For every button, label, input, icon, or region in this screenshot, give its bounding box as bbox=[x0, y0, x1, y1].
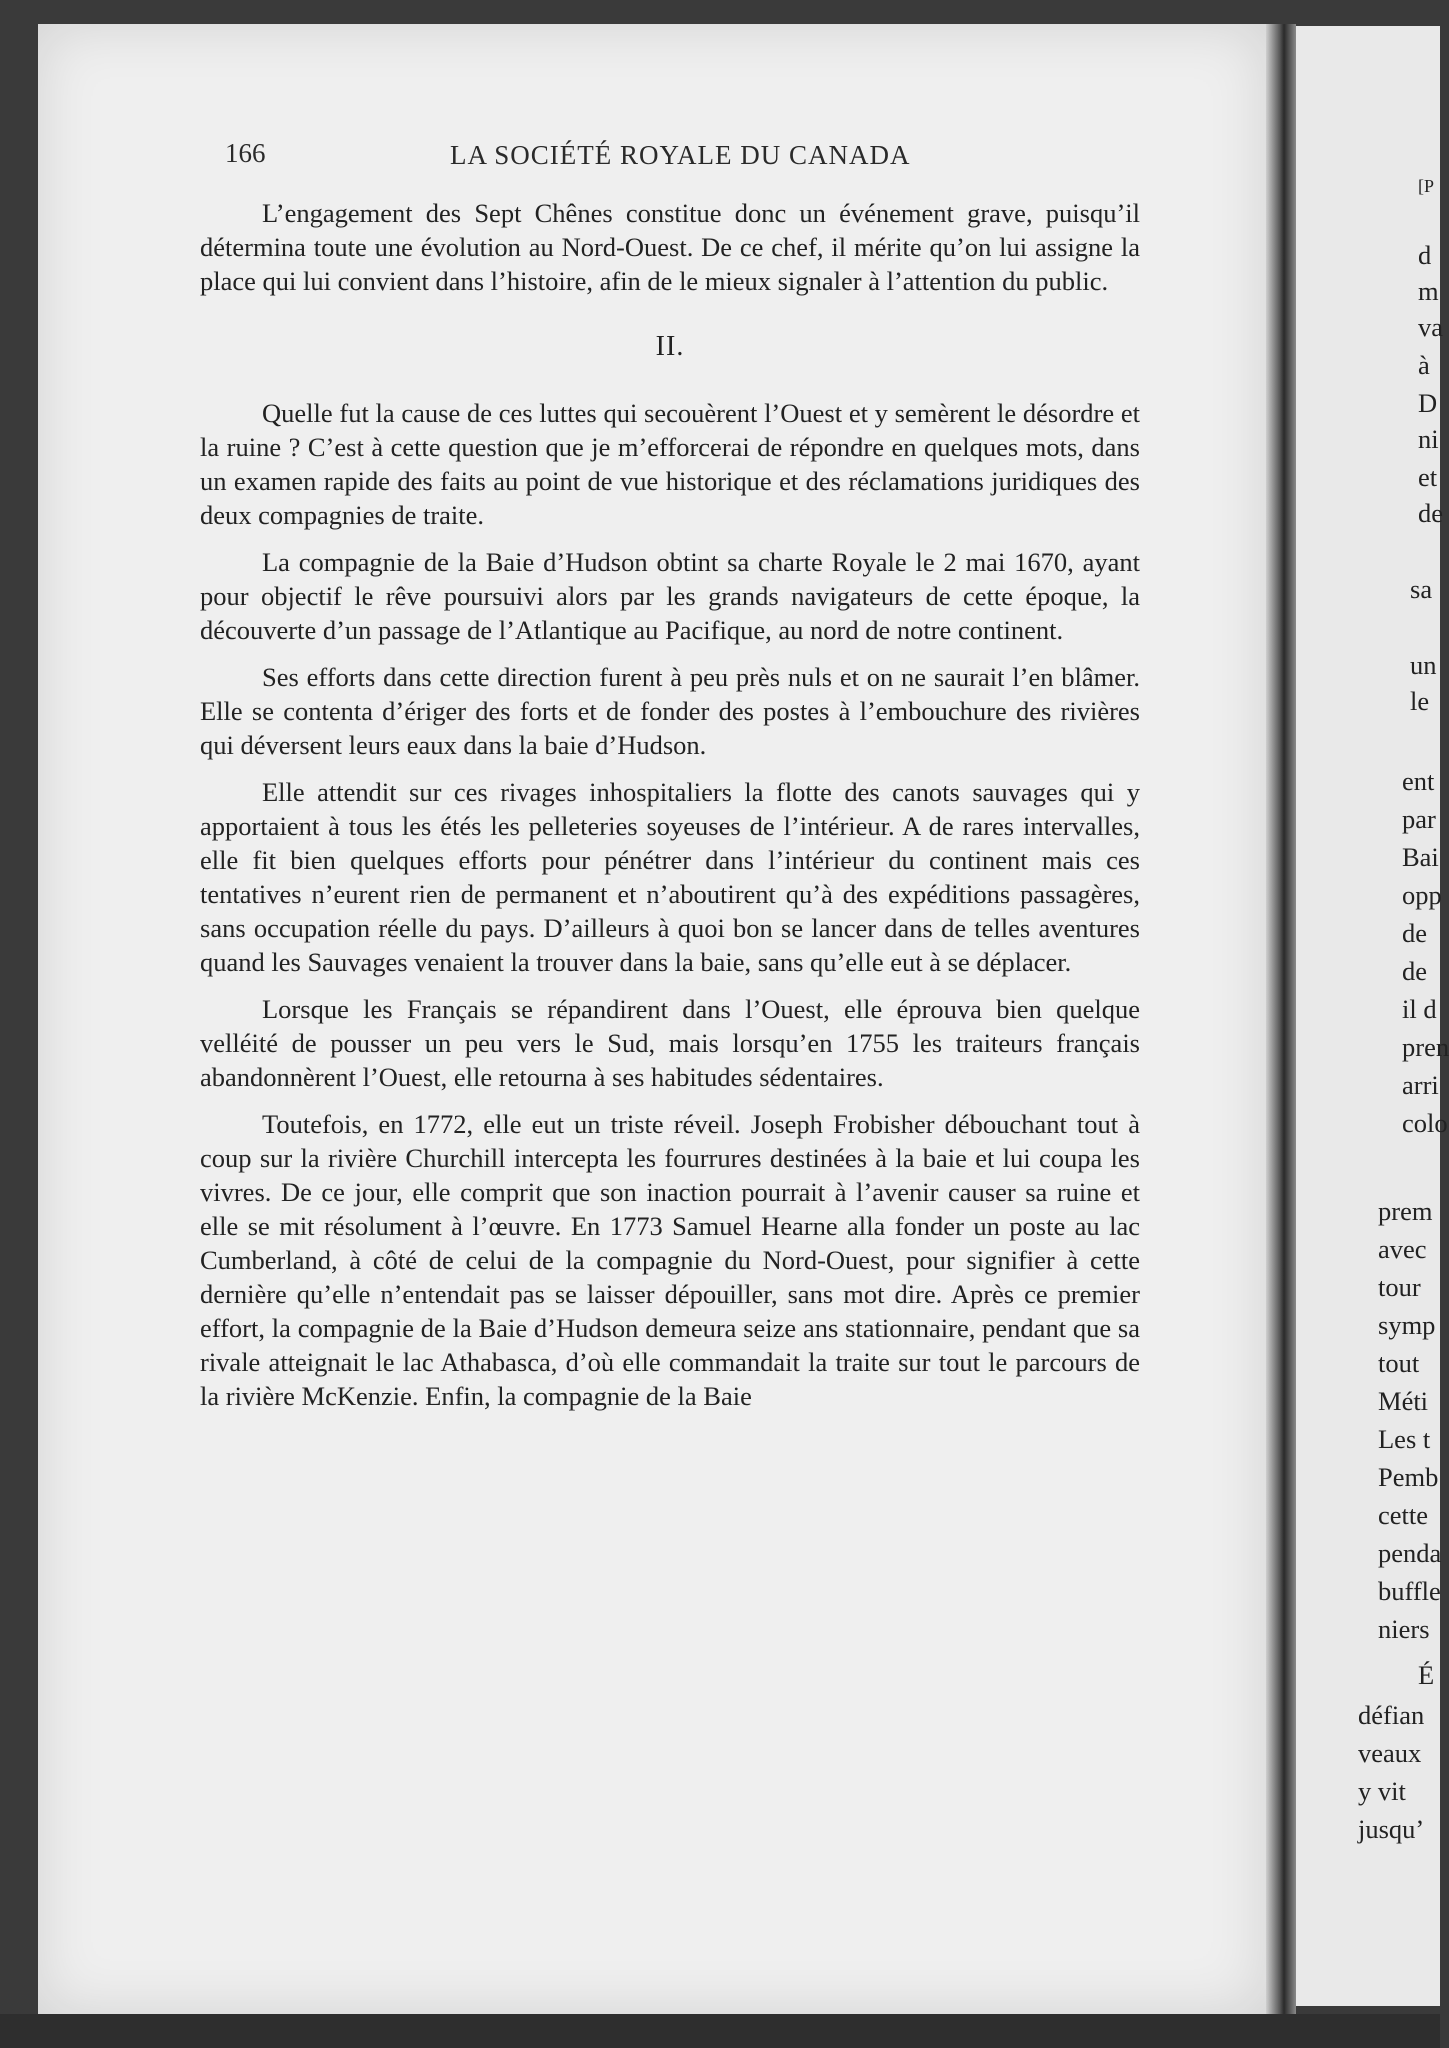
right-page-line-fragment: par bbox=[1402, 804, 1436, 834]
right-page-line-fragment: Les t bbox=[1378, 1424, 1431, 1454]
right-page-line-fragment: niers bbox=[1378, 1614, 1430, 1644]
right-page-line-fragment: le bbox=[1410, 686, 1430, 716]
right-page-line-fragment: tout bbox=[1378, 1348, 1420, 1378]
right-page-line-fragment: cette bbox=[1378, 1500, 1429, 1530]
right-page-line-fragment: ni bbox=[1418, 424, 1439, 454]
right-page-line-fragment: [P bbox=[1418, 176, 1435, 196]
right-page-line-fragment: tour bbox=[1378, 1272, 1421, 1302]
right-page-line-fragment: de bbox=[1402, 956, 1428, 986]
paragraph: Toutefois, en 1772, elle eut un triste réveil. Joseph Frobisher débouchant tout à coup sur la rivière Churchill intercepta les fourrures destinées à la baie et lui coupa les vivres. De ce jour, elle comprit que son inaction pourrait à l’avenir causer sa ruine et elle se mit résolument à l’œuvre. En 1773 Samuel Hearne alla fonder un poste au lac Cumberland, à côté de celui de la compagnie du Nord-Ouest, pour signifier à cette dernière qu’elle n’entendait pas se laisser dépouiller, sans mot dire. Après ce premier effort, la compagnie de la Baie d’Hudson demeura seize ans stationnaire, pendant que sa rivale atteignait le lac Athabasca, d’où elle commandait la traite sur tout le parcours de la rivière McKenzie. Enfin, la compagnie de la Baie bbox=[200, 1109, 1140, 1411]
right-page-line-fragment: un bbox=[1410, 650, 1437, 680]
paragraph: Lorsque les Français se répandirent dans l’Ouest, elle éprouva bien quelque velléité de pousser un peu vers le Sud, mais lorsqu’en 1755 les traiteurs français abandonnèrent l’Ouest, elle retourna à ses habitudes sédentaires. bbox=[200, 994, 1140, 1092]
right-page-line-fragment: Bai bbox=[1402, 842, 1439, 872]
body-text bbox=[200, 196, 1140, 1426]
right-page-line-fragment: Pemb bbox=[1378, 1462, 1439, 1492]
right-page-line-fragment: sa bbox=[1410, 574, 1433, 604]
book-gutter bbox=[1266, 24, 1296, 2014]
right-page-line-fragment: penda bbox=[1378, 1538, 1442, 1568]
right-page-line-fragment: buffle bbox=[1378, 1576, 1441, 1606]
right-page-line-fragment: va bbox=[1418, 312, 1444, 342]
paragraph: Elle attendit sur ces rivages inhospitaliers la flotte des canots sauvages qui y apportaient à tous les étés les pelleteries soyeuses de l’intérieur. A de rares intervalles, elle fit bien quelques efforts pour pénétrer dans l’intérieur du continent mais ces tentatives n’eurent rien de permanent et n’aboutirent qu’à des expéditions passagères, sans occupation réelle du pays. D’ailleurs à quoi bon se lancer dans de telles aventures quand les Sauvages venaient la trouver dans la baie, sans qu’elle eut à se déplacer. bbox=[200, 777, 1140, 977]
right-page-line-fragment: É bbox=[1418, 1660, 1435, 1690]
page-header bbox=[225, 138, 1135, 174]
section-number: II. bbox=[655, 331, 685, 362]
paragraph: L’engagement des Sept Chênes constitue donc un événement grave, puisqu’il détermina toute une évolution au Nord-Ouest. De ce chef, il mérite qu’on lui assigne la place qui lui convient dans l’histoire, afin de le mieux signaler à l’attention du public. bbox=[200, 198, 1140, 296]
right-page-line-fragment: il d bbox=[1402, 994, 1437, 1024]
scan-bottom-edge bbox=[0, 2014, 1440, 2048]
paragraph: La compagnie de la Baie d’Hudson obtint sa charte Royale le 2 mai 1670, ayant pour objectif le rêve poursuivi alors par les grands navigateurs de cette époque, la découverte d’un passage de l’Atlantique au Pacifique, au nord de notre continent. bbox=[200, 547, 1140, 645]
right-page-line-fragment: y vit bbox=[1358, 1776, 1406, 1806]
right-page-line-fragment: veaux bbox=[1358, 1738, 1422, 1768]
right-page-line-fragment: D bbox=[1418, 388, 1438, 418]
page-number: 166 bbox=[225, 138, 266, 168]
right-page-line-fragment: opp bbox=[1402, 880, 1442, 910]
right-page-line-fragment: m bbox=[1418, 276, 1439, 306]
paragraph: Ses efforts dans cette direction furent à peu près nuls et on ne saurait l’en blâmer. Elle se contenta d’ériger des forts et de fonder des postes à l’embouchure des rivières qui déversent leurs eaux dans la baie d’Hudson. bbox=[200, 662, 1140, 760]
paragraph: Quelle fut la cause de ces luttes qui secouèrent l’Ouest et y semèrent le désordre et la ruine ? C’est à cette question que je m’efforcerai de répondre en quelques mots, dans un examen rapide des faits au point de vue historique et des réclamations juridiques des deux compagnies de traite. bbox=[200, 398, 1140, 530]
right-page-line-fragment: à bbox=[1418, 350, 1430, 380]
right-page-line-fragment: jusqu’ bbox=[1358, 1814, 1425, 1844]
right-page-line-fragment: ent bbox=[1402, 766, 1435, 796]
running-head: LA SOCIÉTÉ ROYALE DU CANADA bbox=[450, 140, 911, 170]
right-page-line-fragment: symp bbox=[1378, 1310, 1436, 1340]
right-page-line-fragment: Méti bbox=[1378, 1386, 1429, 1416]
right-page-line-fragment: pren bbox=[1402, 1032, 1449, 1062]
right-page-line-fragment: avec bbox=[1378, 1234, 1427, 1264]
right-page-line-fragment: de bbox=[1402, 918, 1428, 948]
right-page-line-fragment: et bbox=[1418, 462, 1438, 492]
right-page-line-fragment: colo bbox=[1402, 1108, 1448, 1138]
right-page-line-fragment: prem bbox=[1378, 1196, 1433, 1226]
right-page-line-fragment: arri bbox=[1402, 1070, 1439, 1100]
right-page-line-fragment: défian bbox=[1358, 1700, 1425, 1730]
right-page-line-fragment: de bbox=[1418, 498, 1444, 528]
right-page-line-fragment: d bbox=[1418, 240, 1432, 270]
